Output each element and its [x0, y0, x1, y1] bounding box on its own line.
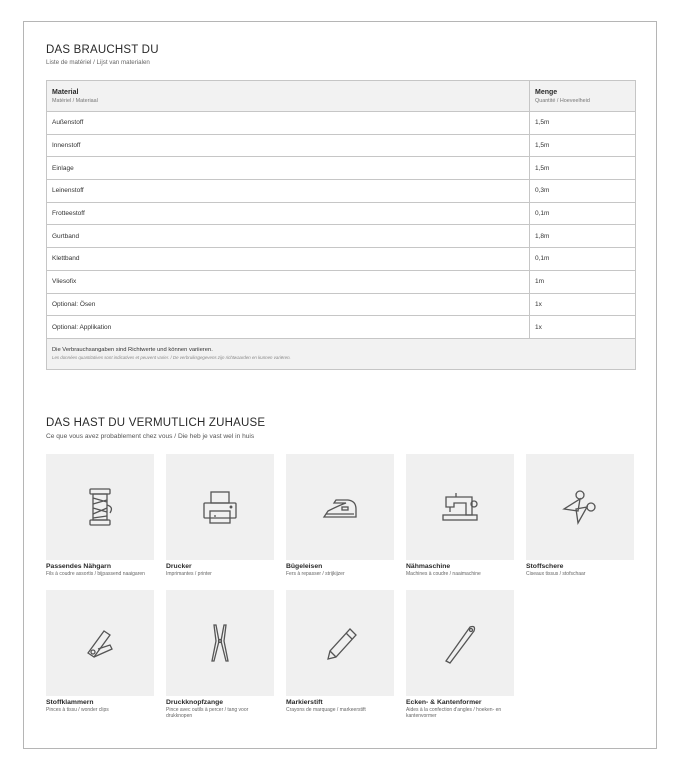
tool-desc: Fers à repasser / strijkijzer — [286, 571, 345, 577]
tool-tile-iron — [286, 454, 394, 577]
tool-desc: Ciseaux tissus / stofschaar — [526, 571, 586, 577]
material-cell: Klettband — [47, 248, 530, 271]
amount-cell: 1,8m — [530, 225, 636, 248]
page-frame — [23, 21, 657, 749]
scissors-icon — [556, 483, 604, 531]
tool-desc: Aides à la confection d'angles / hoeken- en kantenvormer — [406, 707, 502, 719]
materials-table — [46, 80, 636, 370]
amount-cell: 1,5m — [530, 112, 636, 135]
tool-desc: Machines à coudre / naaimachine — [406, 571, 481, 577]
tool-desc: Fils à coudre assortis / bijpassend naaigaren — [46, 571, 145, 577]
tool-image — [46, 454, 154, 560]
amount-cell: 1,5m — [530, 157, 636, 180]
table-row — [47, 134, 636, 157]
tool-name: Ecken- & Kantenformer — [406, 699, 482, 706]
table-row — [47, 180, 636, 203]
sewing-machine-icon — [436, 483, 484, 531]
table-row — [47, 157, 636, 180]
tool-image — [286, 590, 394, 696]
tool-desc: Crayons de marquage / markeerstift — [286, 707, 366, 713]
tools-subtitle: Ce que vous avez probablement chez vous / Die heb je vast wel in huis — [46, 433, 255, 440]
amount-cell: 1,5m — [530, 134, 636, 157]
header-material-label: Material — [52, 88, 79, 96]
tool-tile-thread — [46, 454, 154, 577]
table-row — [47, 270, 636, 293]
material-cell: Leinenstoff — [47, 180, 530, 203]
material-cell: Gurtband — [47, 225, 530, 248]
fabric-clip-icon — [76, 619, 124, 667]
header-material — [47, 81, 530, 112]
tool-name: Stoffklammern — [46, 699, 94, 706]
header-amount-label: Menge — [535, 88, 558, 96]
table-header-row — [47, 81, 636, 112]
material-cell: Optional: Applikation — [47, 316, 530, 339]
material-cell: Vliesofix — [47, 270, 530, 293]
marker-pen-icon — [316, 619, 364, 667]
tool-tile-clips — [46, 590, 154, 713]
materials-title: DAS BRAUCHST DU — [46, 44, 159, 56]
tool-name: Drucker — [166, 563, 192, 570]
snap-pliers-icon — [196, 619, 244, 667]
amount-cell: 0,3m — [530, 180, 636, 203]
tool-desc: Imprimantes / printer — [166, 571, 212, 577]
amount-cell: 0,1m — [530, 248, 636, 271]
table-row — [47, 248, 636, 271]
thread-spool-icon — [76, 483, 124, 531]
tool-image — [46, 590, 154, 696]
material-cell: Einlage — [47, 157, 530, 180]
table-row — [47, 225, 636, 248]
tool-image — [166, 590, 274, 696]
tool-image — [286, 454, 394, 560]
amount-cell: 1x — [530, 293, 636, 316]
tool-image — [406, 454, 514, 560]
header-amount-sublabel: Quantité / Hoeveelheid — [535, 97, 590, 104]
tool-name: Passendes Nähgarn — [46, 563, 111, 570]
amount-cell: 1x — [530, 316, 636, 339]
tool-tile-marker — [286, 590, 394, 713]
tool-tile-printer — [166, 454, 274, 577]
table-note — [47, 338, 636, 369]
note-text: Die Verbrauchsangaben sind Richtwerte und können variieren. — [52, 347, 213, 354]
amount-cell: 1m — [530, 270, 636, 293]
table-row — [47, 293, 636, 316]
note-translation: Les données quantitatives sont indicatives et peuvent varier. / De verbruiksgegevens zijn richtwaarden en kunnen variëren. — [52, 355, 291, 361]
header-amount — [530, 81, 636, 112]
tool-desc: Pinces à tissu / wonder clips — [46, 707, 109, 713]
header-material-sublabel: Matériel / Materiaal — [52, 97, 98, 104]
table-row — [47, 316, 636, 339]
tool-image — [406, 590, 514, 696]
table-row — [47, 202, 636, 225]
point-turner-icon — [436, 619, 484, 667]
tool-image — [526, 454, 634, 560]
tool-name: Stoffschere — [526, 563, 564, 570]
material-cell: Außenstoff — [47, 112, 530, 135]
material-cell: Frotteestoff — [47, 202, 530, 225]
tool-image — [166, 454, 274, 560]
printer-icon — [196, 483, 244, 531]
table-note-row — [47, 338, 636, 369]
tool-tile-scissors — [526, 454, 634, 577]
tool-tile-point-turner — [406, 590, 514, 719]
tools-title: DAS HAST DU VERMUTLICH ZUHAUSE — [46, 417, 266, 429]
material-cell: Innenstoff — [47, 134, 530, 157]
tool-desc: Pince avec outils à percer / tang voor drukknopen — [166, 707, 249, 719]
tool-name: Bügeleisen — [286, 563, 323, 570]
material-cell: Optional: Ösen — [47, 293, 530, 316]
tool-name: Nähmaschine — [406, 563, 451, 570]
amount-cell: 0,1m — [530, 202, 636, 225]
tool-tile-snap-pliers — [166, 590, 274, 719]
table-row — [47, 112, 636, 135]
tool-tile-sewing-machine — [406, 454, 514, 577]
materials-subtitle: Liste de matériel / Lijst van materialen — [46, 59, 150, 66]
tool-name: Druckknopfzange — [166, 699, 224, 706]
tool-name: Markierstift — [286, 699, 323, 706]
iron-icon — [316, 483, 364, 531]
